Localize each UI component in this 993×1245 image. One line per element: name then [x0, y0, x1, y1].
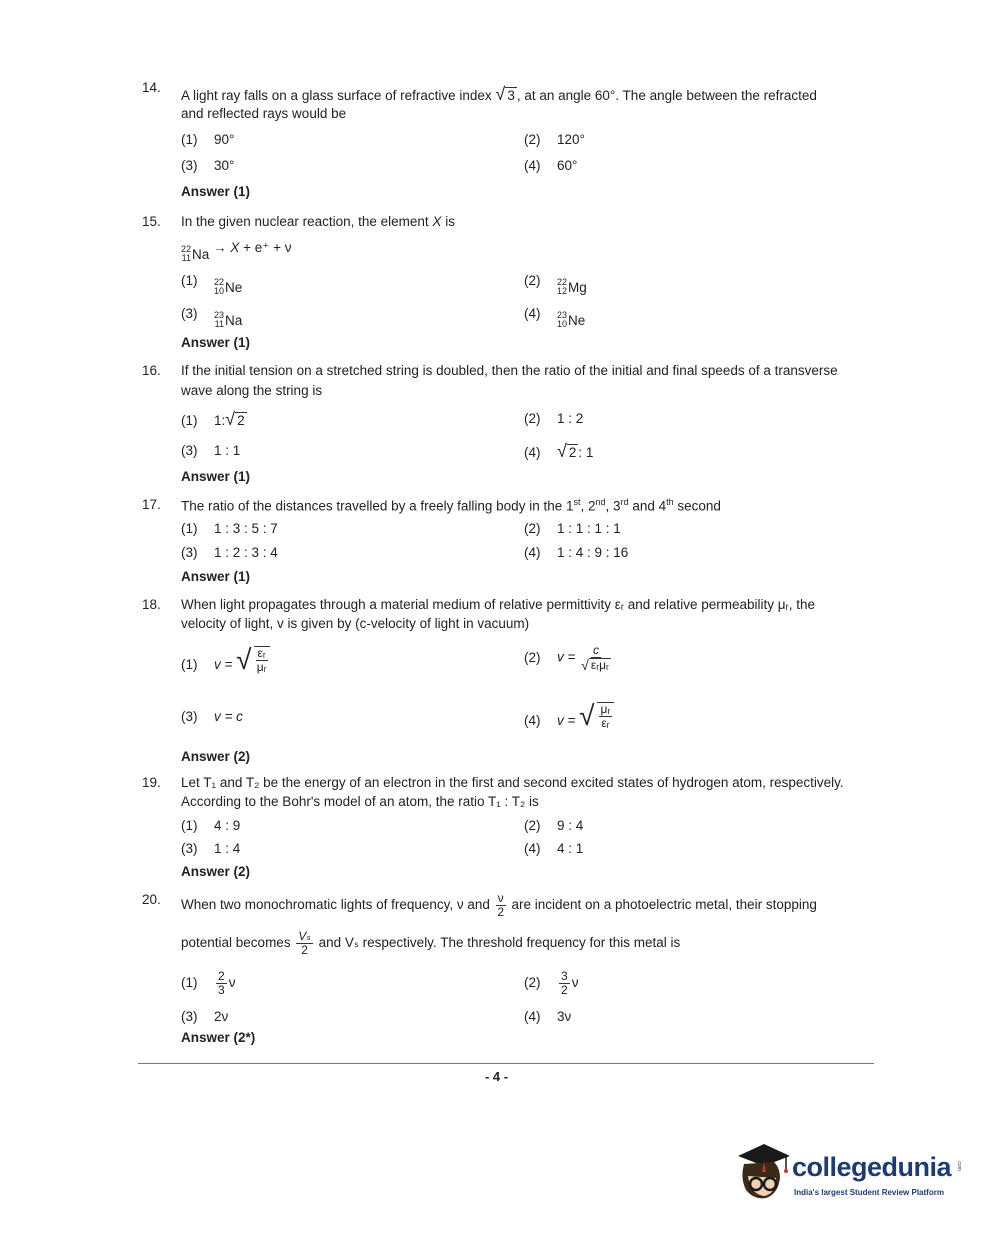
answer: Answer (2): [181, 864, 251, 879]
answer: Answer (2): [181, 749, 251, 764]
answer: Answer (2*): [181, 1030, 256, 1045]
sqrt-expression: √ 3: [495, 84, 515, 104]
question-text: When light propagates through a material medium of relative permittivity εᵣ and relative permeability μᵣ, the: [181, 597, 816, 612]
option: (4) 60°: [524, 158, 578, 173]
option: (3) v = c: [181, 709, 243, 724]
question-number: 18.: [142, 597, 161, 612]
question-text-line2: and reflected rays would be: [181, 106, 347, 121]
question-text: If the initial tension on a stretched string is doubled, then the ratio of the initial and final speeds of a transverse: [181, 363, 838, 378]
option: (1) 1 : 3 : 5 : 7: [181, 521, 278, 536]
option: (1) 4 : 9: [181, 818, 241, 833]
option: (2) $\frac{3}{2}$ ν: [524, 969, 579, 997]
answer: Answer (1): [181, 184, 251, 199]
option: (4) 4 : 1: [524, 841, 584, 856]
question-number: 14.: [142, 80, 161, 95]
option: (1) v = √ $\frac{\text{εᵣ}}{\text{μᵣ}}$: [181, 644, 272, 676]
footer-divider: [138, 1063, 874, 1064]
question-number: 19.: [142, 775, 161, 790]
option: (1) 90°: [181, 132, 235, 147]
question-text: In the given nuclear reaction, the element X is: [181, 214, 455, 229]
option: (4) v = √ $\frac{\text{μᵣ}}{\text{εᵣ}}$: [524, 700, 616, 732]
question-number: 15.: [142, 214, 161, 229]
student-mascot-icon: [734, 1138, 792, 1208]
option: (3) 23 11 Na: [181, 306, 243, 329]
question-text: Let T₁ and T₂ be the energy of an electron in the first and second excited states of hydrogen atom, respectively.: [181, 775, 844, 790]
option: (3) 1 : 4: [181, 841, 241, 856]
option: (1) 1: √ 2: [181, 409, 245, 429]
question-number: 20.: [142, 892, 161, 907]
option: (4) 3ν: [524, 1009, 572, 1024]
option: (4) 23 10 Ne: [524, 306, 586, 329]
brand-tagline: India's largest Student Review Platform: [794, 1188, 944, 1197]
option: (1) $\frac{2}{3}$ ν: [181, 969, 236, 997]
option: (3) 1 : 2 : 3 : 4: [181, 545, 278, 560]
option: (1) 22 10 Ne: [181, 273, 243, 296]
question-text-line2: velocity of light, v is given by (c-velocity of light in vacuum): [181, 616, 530, 631]
answer: Answer (1): [181, 469, 251, 484]
option: (3) 30°: [181, 158, 235, 173]
answer: Answer (1): [181, 335, 251, 350]
option: (3) 1 : 1: [181, 443, 241, 458]
option: (2) v = c √ εᵣμᵣ: [524, 643, 609, 673]
option: (2) 1 : 2: [524, 411, 584, 426]
question-text-line2: potential becomes $\frac{\text{Vₛ}}{2}$ and Vₛ respectively. The threshold frequency for this metal is: [181, 929, 681, 957]
option: (3) 2ν: [181, 1009, 229, 1024]
page-number: - 4 -: [484, 1069, 509, 1084]
option: (2) 120°: [524, 132, 585, 147]
question-number: 16.: [142, 363, 161, 378]
option: (4) 1 : 4 : 9 : 16: [524, 545, 629, 560]
option: (4) √ 2 : 1: [524, 441, 594, 461]
option: (2) 9 : 4: [524, 818, 584, 833]
option: (2) 22 12 Mg: [524, 273, 587, 296]
question-text: A light ray falls on a glass surface of refractive index √ 3 , at an angle 60°. The angle between the refracted: [181, 84, 817, 104]
question-text: The ratio of the distances travelled by a freely falling body in the 1st, 2nd, 3rd and 4th second: [181, 497, 721, 514]
option: (2) 1 : 1 : 1 : 1: [524, 521, 621, 536]
brand-name: collegedunia: [792, 1152, 952, 1182]
collegedunia-logo[interactable]: [734, 1138, 964, 1208]
nuclear-equation: 22 11 Na → X + e⁺ + ν: [181, 240, 292, 263]
question-text-line2: According to the Bohr's model of an atom, the ratio T₁ : T₂ is: [181, 794, 539, 809]
question-text-line2: wave along the string is: [181, 383, 323, 398]
question-text: When two monochromatic lights of frequency, ν and $\frac{\nu}{2}$ are incident on a photoelectric metal, their stopping: [181, 891, 817, 919]
question-number: 17.: [142, 497, 161, 512]
brand-dotcom: .com: [956, 1160, 962, 1171]
answer: Answer (1): [181, 569, 251, 584]
